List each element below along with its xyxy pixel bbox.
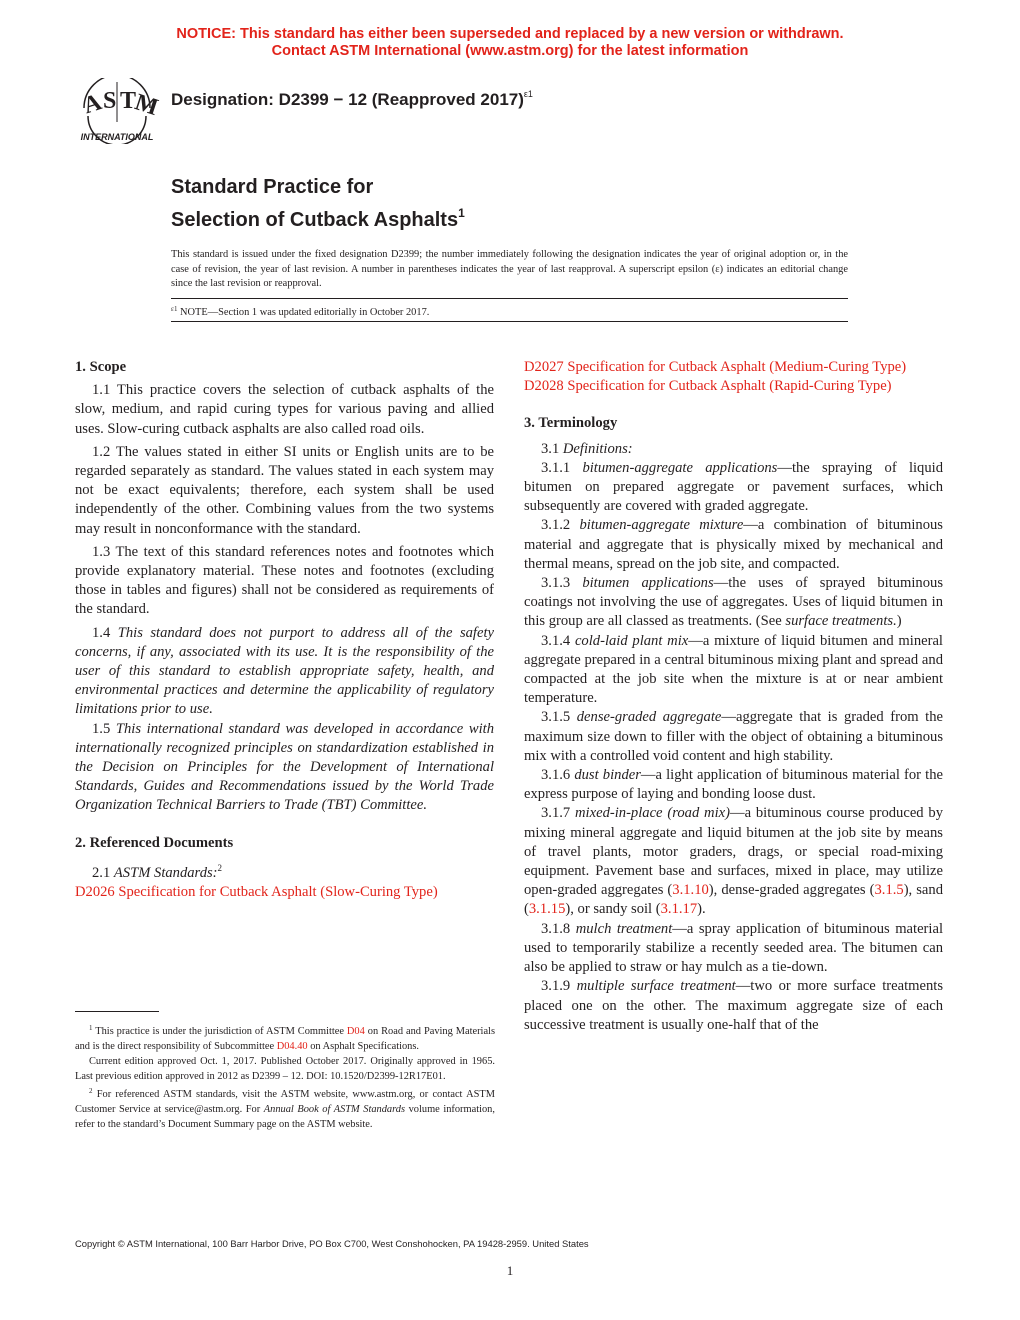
para-2-1 [75, 859, 494, 883]
designation-text: Designation: D2399 − 12 (Reapproved 2017) [171, 90, 524, 109]
left-column [75, 358, 494, 902]
def-number: 3.1.1 [541, 459, 583, 476]
def-text: ), or sandy soil ( [565, 901, 661, 918]
def-text: —a mixture of liquid bitumen and mineral aggregate prepared in a central bituminous mixing plant and spread and compacted at the job site when the mixture is at or near ambient temperature. [524, 632, 943, 707]
footnote-text: For referenced ASTM standards, visit the ASTM website, www.astm.org, or contact ASTM Customer Service at service@astm.org. For [75, 1089, 495, 1115]
para-number: 2.1 [92, 864, 114, 881]
def-term: bitumen applications [582, 575, 714, 592]
def-3-1-3 [524, 574, 943, 632]
footnote-marker: 2 [217, 862, 223, 873]
def-term: dense-graded aggregate [576, 709, 722, 726]
def-term: mulch treatment [575, 920, 673, 937]
designation [171, 89, 533, 110]
para-number: 1.5 [92, 720, 116, 737]
subcommittee-link[interactable]: D04.40 [276, 1041, 308, 1052]
para-number: 3.1 [541, 440, 563, 457]
title-line-1: Standard Practice for [171, 176, 374, 198]
def-text: —aggregate that is graded from the maximum size down to filler with the object of obtaining a bituminous mix with a controlled void content and high stability. [524, 709, 943, 764]
para-1-3: 1.3 The text of this standard references notes and footnotes which provide explanatory material. These notes and footnotes (excluding those in tables and figures) shall not be considered as requirements of the standard. [75, 543, 494, 618]
def-term: dust binder [574, 767, 641, 784]
right-column [524, 358, 943, 1035]
ref-d2028-link[interactable]: D2028 [524, 378, 564, 395]
astm-logo [72, 78, 162, 144]
xref-3-1-17[interactable]: 3.1.17 [660, 901, 698, 918]
copyright-line: Copyright © ASTM International, 100 Barr Harbor Drive, PO Box C700, West Conshohocken, PA 19428-2959. United States [75, 1238, 589, 1249]
editorial-note [171, 305, 429, 318]
xref-3-1-10[interactable]: 3.1.10 [672, 882, 709, 899]
ref-d2026-title[interactable]: Specification for Cutback Asphalt (Slow-Curing Type) [114, 883, 438, 900]
def-number: 3.1.8 [541, 920, 576, 937]
withdrawal-notice [0, 26, 1020, 60]
para-text: ASTM Standards: [113, 864, 218, 881]
ref-d2027-title[interactable]: Specification for Cutback Asphalt (Medium-Curing Type) [563, 359, 907, 375]
para-1-5 [75, 720, 494, 816]
def-text: —a bituminous course produced by mixing mineral aggregate and liquid bitumen at the job site by means of travel plants, motor graders, drags, or special road-mixing equipment. Pavement base and surfaces, mixed in place, may utilize open-graded aggregates ( [524, 805, 944, 899]
def-text-end: ) [896, 613, 902, 630]
section-3-heading: 3. Terminology [524, 415, 618, 432]
def-term: multiple surface treatment [576, 978, 736, 995]
def-3-1-1 [524, 459, 943, 517]
footnote-text: on Asphalt Specifications. [307, 1041, 420, 1052]
svg-text:T: T [120, 88, 137, 114]
para-text: This standard does not purport to address all of the safety concerns, if any, associated with its use. It is the responsibility of the user of this standard to establish appropriate safety, health, and environmental practices and determine the applicability of regulatory limitations prior to use. [75, 624, 494, 718]
footnote-text: This practice is under the jurisdiction of ASTM Committee [92, 1026, 347, 1037]
title-line-2-text: Selection of Cutback Asphalts [171, 209, 459, 231]
section-2-heading: 2. Referenced Documents [75, 834, 234, 851]
ref-d2027-link[interactable]: D2027 [524, 359, 564, 375]
footnote-1-edition: Current edition approved Oct. 1, 2017. Published October 2017. Originally approved in 1965. Last previous edition approved in 2012 as D2399 – 12. DOI: 10.1520/D2399-12R17E01. [75, 1056, 495, 1082]
committee-link[interactable]: D04 [346, 1026, 365, 1037]
title-line-2 [171, 200, 465, 233]
para-1-1: 1.1 This practice covers the selection of cutback asphalts of the slow, medium, and rapid curing types for various paving and allied uses. Slow-curing cutback asphalts are also called road oils. [75, 382, 494, 437]
footnote-text: volume information, refer to the standard’s Document Summary page on the ASTM website. [75, 1104, 495, 1130]
footnotes [75, 1021, 495, 1132]
def-number: 3.1.4 [541, 632, 575, 649]
def-3-1-5 [524, 708, 943, 766]
ref-d2027 [524, 358, 943, 377]
preamble-top-rule [171, 298, 848, 299]
footnote-marker: 2 [89, 1087, 93, 1095]
para-1-2: 1.2 The values stated in either SI units or English units are to be regarded separately as standard. The values stated in each system may not be exact equivalents; therefore, each system shall be used independently of the other. Combining values from the two systems may result in nonconformance with the standard. [75, 443, 494, 537]
document-title [171, 174, 465, 233]
def-text: —a light application of bituminous material for the express purpose of laying and bonding loose dust. [524, 767, 944, 803]
def-number: 3.1.9 [541, 978, 577, 995]
para-1-4 [75, 624, 494, 720]
ref-d2026 [75, 883, 494, 902]
def-term: cold-laid plant mix [574, 632, 689, 649]
def-text: —the spraying of liquid bitumen on prepared aggregate or pavement surfaces, which subsequently are covered with graded aggregate. [524, 459, 943, 515]
footnote-italic: Annual Book of ASTM Standards [263, 1104, 406, 1115]
def-number: 3.1.5 [541, 709, 577, 726]
editorial-note-marker: ε1 [171, 305, 178, 313]
svg-text:INTERNATIONAL: INTERNATIONAL [80, 132, 154, 142]
ref-d2028-title[interactable]: Specification for Cutback Asphalt (Rapid-Curing Type) [563, 378, 892, 395]
svg-text:M: M [131, 89, 162, 122]
footnote-marker: 1 [89, 1024, 93, 1032]
preamble: This standard is issued under the fixed designation D2399; the number immediately following the designation indicates the year of original adoption or, in the case of revision, the year of last revision. A number in parentheses indicates the year of last reapproval. A superscript epsilon (ε) indicates an editorial change since the last revision or reapproval. [171, 249, 848, 290]
def-3-1-8 [524, 920, 943, 978]
section-1-heading: 1. Scope [75, 359, 127, 375]
def-term: bitumen-aggregate mixture [579, 517, 744, 534]
def-text: —the uses of sprayed bituminous coatings not involving the use of aggregates. Uses of liquid bitumen in this group are all classed as treatments. (See [524, 575, 943, 630]
xref-3-1-15[interactable]: 3.1.15 [528, 901, 566, 918]
designation-superscript: ε1 [523, 89, 533, 99]
notice-line-2: Contact ASTM International (www.astm.org) for the latest information [271, 43, 749, 59]
def-text: —a combination of bituminous material and aggregate that is physically mixed by mechanical and thermal means, spread on the job site, and compacted. [524, 517, 943, 572]
def-text: ), sand ( [524, 882, 943, 918]
def-number: 3.1.3 [541, 575, 583, 592]
def-3-1-2 [524, 516, 943, 574]
def-term: bitumen-aggregate applications [582, 459, 778, 476]
editorial-note-text: NOTE—Section 1 was updated editorially in October 2017. [177, 307, 430, 318]
para-3-1 [524, 440, 943, 459]
svg-text:A: A [80, 89, 105, 120]
def-3-1-4 [524, 632, 943, 709]
ref-d2026-link[interactable]: D2026 [75, 883, 115, 900]
footnote-rule [75, 1011, 159, 1012]
para-text: This international standard was developed in accordance with internationally recognized principles on standardization established in the Decision on Principles for the Development of International Standards, Guides and Recommendations issued by the World Trade Organization Technical Barriers to Trade (TBT) Committee. [75, 720, 495, 814]
def-3-1-6 [524, 766, 943, 804]
footnote-2 [75, 1084, 495, 1132]
def-number: 3.1.7 [541, 805, 576, 822]
ref-d2028 [524, 377, 943, 396]
para-number: 1.4 [92, 624, 118, 641]
svg-text:S: S [103, 88, 117, 114]
def-text: —a spray application of bituminous material used to temporarily stabilize a recently seeded area. The bitumen can also be applied to straw or hay mulch as a tie-down. [524, 920, 944, 976]
notice-line-1: NOTICE: This standard has either been superseded and replaced by a new version or withdrawn. [176, 26, 844, 42]
def-3-1-7 [524, 804, 943, 919]
footnote-text: on Road and Paving Materials and is the direct responsibility of Subcommittee [75, 1026, 495, 1052]
xref-3-1-5[interactable]: 3.1.5 [874, 882, 904, 899]
def-term: mixed-in-place (road mix) [575, 805, 730, 822]
preamble-bottom-rule [171, 321, 848, 322]
def-number: 3.1.6 [541, 767, 575, 784]
def-text: —two or more surface treatments placed one on the other. The maximum aggregate size of each successive treatment is usually one-half that of the [524, 978, 943, 1033]
page-number: 1 [506, 1263, 514, 1278]
title-footnote-marker: 1 [458, 206, 465, 220]
def-see-also: surface treatments. [785, 613, 897, 630]
def-3-1-9 [524, 977, 943, 1035]
para-text: Definitions: [562, 440, 633, 457]
def-text-end: ). [697, 901, 706, 918]
def-text: ), dense-graded aggregates ( [708, 882, 875, 899]
footnote-1 [75, 1021, 495, 1054]
def-number: 3.1.2 [541, 517, 580, 534]
